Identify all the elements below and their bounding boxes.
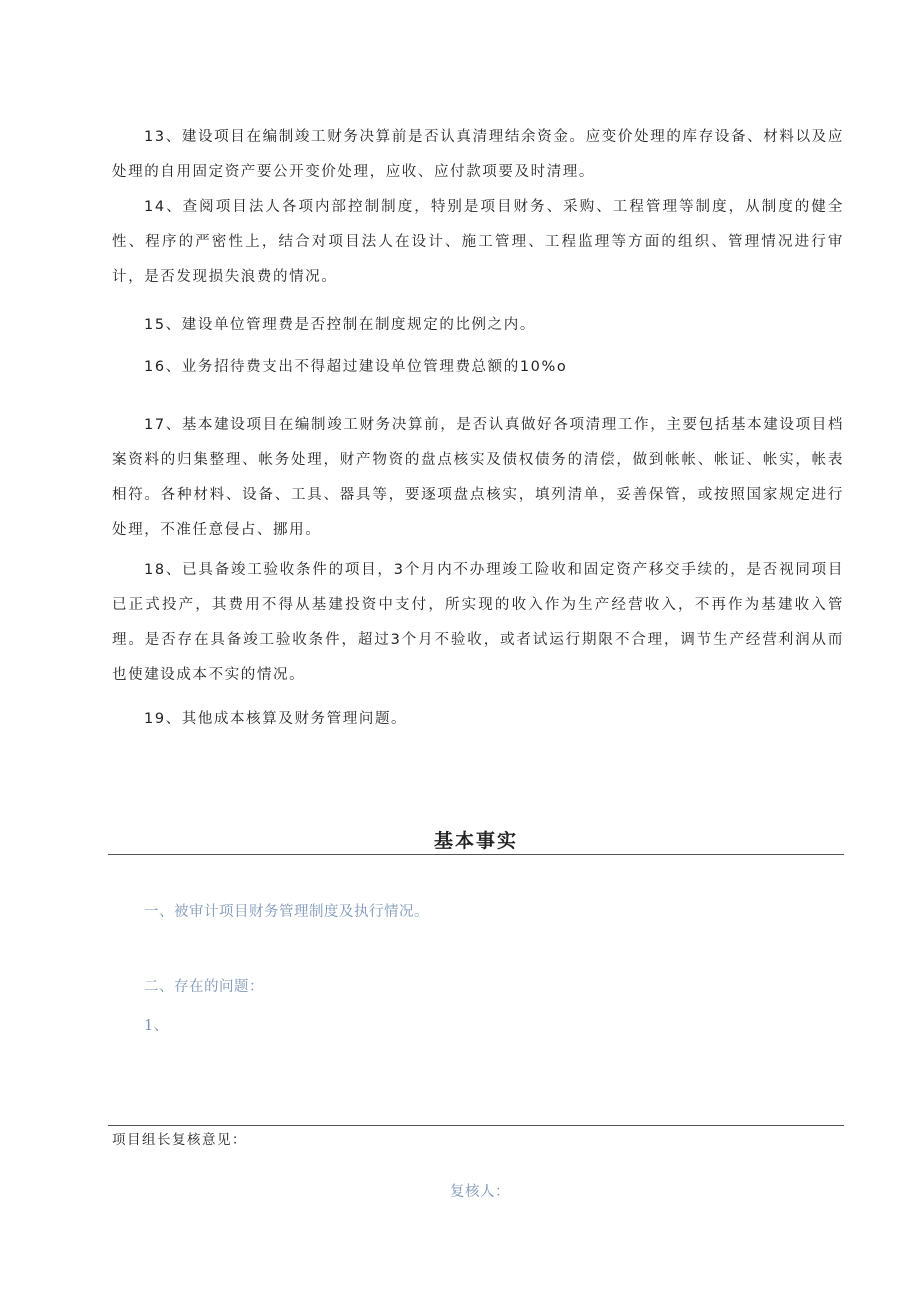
fact-item-1: 一、被审计项目财务管理制度及执行情况。 — [144, 904, 429, 920]
paragraph-14: 14、查阅项目法人各项内部控制制度，特别是项目财务、采购、工程管理等制度，从制度的健全性、程序的严密性上，结合对项目法人在设计、施工管理、工程监理等方面的组织、管理情况进行审计，是否发现损失浪费的情况。 — [112, 199, 844, 285]
paragraph-18: 18、已具备竣工验收条件的项目，3个月内不办理竣工险收和固定资产移交手续的，是否视同项目已正式投产，其费用不得从基建投资中支付，所实现的收入作为生产经营收入，不再作为基建收入管理。是否存在具备竣工验收条件，超过3个月不验收，或者试运行期限不合理，调节生产经营利润从而也使建设成本不实的情况。 — [112, 562, 844, 683]
fact-item-2-1: 1、 — [144, 1018, 169, 1034]
review-label: 项目组长复核意见： — [112, 1132, 247, 1148]
paragraph-17: 17、基本建设项目在编制竣工财务决算前，是否认真做好各项清理工作，主要包括基本建设项目档案资料的归集整理、帐务处理，财产物资的盘点核实及债权债务的清偿，做到帐帐、帐证、帐实，帐表相符。各种材料、设备、工具、器具等，要逐项盘点核实，填列清单，妥善保管，或按照国家规定进行处理，不准任意侵占、挪用。 — [112, 417, 844, 538]
paragraph-16: 16、业务招待费支出不得超过建设单位管理费总额的10%o — [144, 359, 568, 375]
review-divider — [108, 1125, 844, 1126]
fact-item-2: 二、存在的问题： — [144, 979, 264, 995]
paragraph-15: 15、建设单位管理费是否控制在制度规定的比例之内。 — [144, 317, 536, 333]
reviewer-label: 复核人： — [450, 1184, 510, 1200]
paragraph-13: 13、建设项目在编制竣工财务决算前是否认真清理结余资金。应变价处理的库存设备、材料以及应处理的自用固定资产要公开变价处理，应收、应付款项要及时清理。 — [112, 129, 844, 180]
paragraph-19: 19、其他成本核算及财务管理问题。 — [144, 711, 408, 727]
section-title: 基本事实 — [433, 830, 518, 852]
title-divider — [108, 854, 844, 855]
